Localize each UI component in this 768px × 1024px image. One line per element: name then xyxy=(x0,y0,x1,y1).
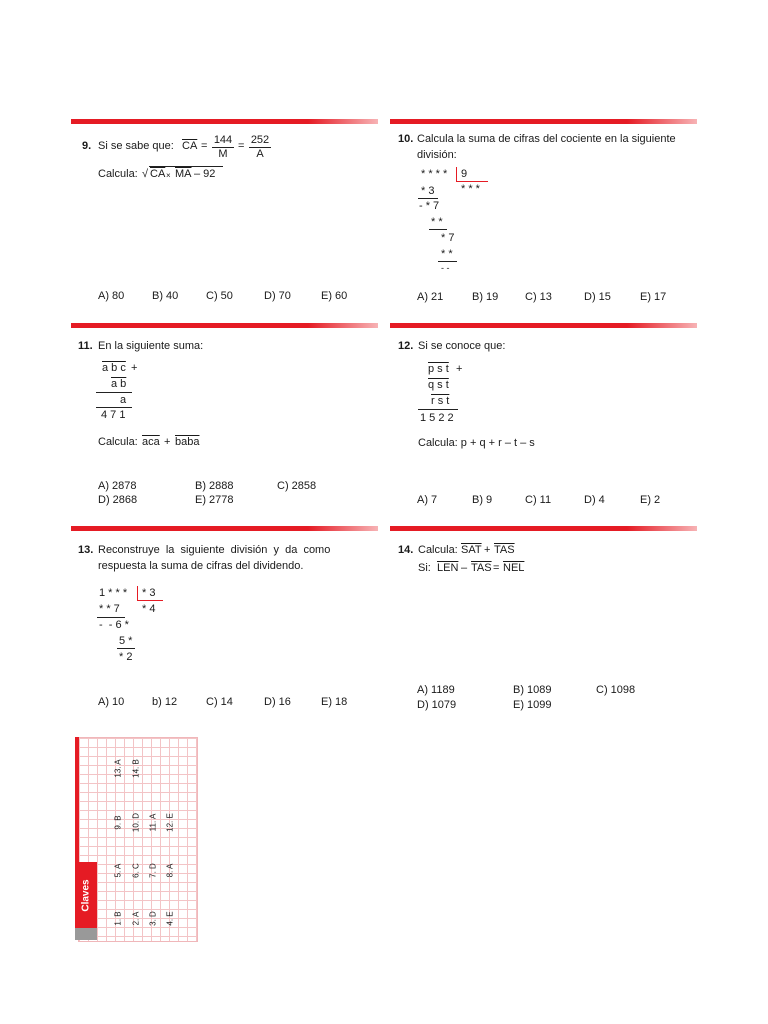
option-e: E) 2 xyxy=(640,494,661,506)
question-text: respuesta la suma de cifras del dividendo. xyxy=(98,560,304,572)
option-a: A) 80 xyxy=(98,290,125,302)
calc-label: Calcula: xyxy=(418,544,458,556)
option-c: C) 2858 xyxy=(277,480,317,492)
division-bracket xyxy=(456,181,488,182)
dividend: * * * * xyxy=(421,168,448,180)
fraction-denominator: A xyxy=(256,148,264,160)
division-bracket xyxy=(137,586,138,601)
division-bracket xyxy=(456,167,457,182)
option-d: D) 1079 xyxy=(417,699,457,711)
option-e: E) 60 xyxy=(321,290,348,302)
addend: a b xyxy=(111,378,127,390)
calc-expression: Calcula: p + q + r – t – s xyxy=(418,437,535,449)
division-line xyxy=(117,648,135,649)
divisor: 9 xyxy=(461,168,468,180)
addend: p s t xyxy=(428,363,449,375)
question-number: 10. xyxy=(398,133,414,145)
sum-result: 4 7 1 xyxy=(101,409,126,421)
addend: a xyxy=(120,394,127,406)
fraction-denominator: M xyxy=(218,148,228,160)
division-line xyxy=(97,617,125,618)
division-step: * * xyxy=(431,216,443,228)
option-e: E) 2778 xyxy=(195,494,234,506)
division-step: * 2 xyxy=(119,651,133,663)
addend: a b c xyxy=(102,362,126,374)
question-text: Reconstruye la siguiente división y da como xyxy=(98,544,331,556)
question-number: 9. xyxy=(82,140,92,152)
fraction-numerator: 252 xyxy=(250,134,270,146)
divider-bar xyxy=(390,119,697,124)
division-step: - - 6 * xyxy=(99,619,129,631)
overline-term: $\overline{SAT}$ xyxy=(461,544,482,556)
divider-bar xyxy=(71,526,378,531)
overline-term: $\overline{NEL}$ xyxy=(503,562,525,574)
overline-term: $\overline{LEN}$ xyxy=(437,562,459,574)
divider-bar xyxy=(390,526,697,531)
answer-key-item: 10. D xyxy=(131,812,141,833)
answer-key-corner xyxy=(75,928,97,940)
answer-key-item: 7. D xyxy=(148,863,158,878)
equals-sign: = xyxy=(238,140,245,152)
minus-sign: – xyxy=(461,562,468,574)
overline-term: CA xyxy=(150,168,166,180)
plus-sign: + xyxy=(131,362,138,374)
division-step: * * xyxy=(441,248,453,260)
answer-key-item: 1. B xyxy=(113,911,123,926)
option-b: B) 1089 xyxy=(513,684,552,696)
overline-term: $\overline{CA}$ xyxy=(182,140,198,152)
option-c: C) 1098 xyxy=(596,684,636,696)
overline-term: $\overline{aca}$ xyxy=(142,436,160,448)
option-e: E) 1099 xyxy=(513,699,552,711)
plus-sign: + xyxy=(456,363,463,375)
fraction-numerator: 144 xyxy=(213,134,233,146)
quotient: * 4 xyxy=(142,603,156,615)
answer-key-item: 3. D xyxy=(148,911,158,926)
overline-term: $\overline{TAS}$ xyxy=(494,544,515,556)
sum-result: 1 5 2 2 xyxy=(420,412,454,424)
answer-key-item: 6. C xyxy=(131,863,141,878)
overline-term: baba xyxy=(175,436,200,448)
overline-term: $\overline{TAS}$ xyxy=(471,562,492,574)
sqrt-symbol: √ xyxy=(142,168,149,180)
question-number: 14. xyxy=(398,544,414,556)
option-c: C) 50 xyxy=(206,290,233,302)
minus-term: – 92 xyxy=(194,168,216,180)
division-step: 5 * xyxy=(119,635,133,647)
sqrt-bar xyxy=(149,166,223,167)
question-text: Calcula la suma de cifras del cociente en la siguiente xyxy=(417,133,676,145)
calc-label: Calcula: xyxy=(98,168,138,180)
division-step: - * 7 xyxy=(419,200,440,212)
option-d: D) 4 xyxy=(584,494,605,506)
answer-key-item: 12. E xyxy=(165,813,175,832)
dividend: 1 * * * xyxy=(99,587,128,599)
option-d: D) 15 xyxy=(584,291,611,303)
answer-key-ribbon xyxy=(75,737,79,862)
question-number: 11. xyxy=(78,340,93,352)
calc-label: Calcula: xyxy=(98,436,138,448)
division-bracket xyxy=(137,600,163,601)
answer-key-item: 13. A xyxy=(113,759,123,778)
option-d: D) 70 xyxy=(264,290,291,302)
division-step: * 3 xyxy=(421,185,435,197)
option-b: B) 9 xyxy=(472,494,493,506)
answer-key-item: 5. A xyxy=(113,863,123,878)
plus-sign: + xyxy=(484,544,491,556)
sum-line xyxy=(96,392,132,393)
division-line xyxy=(418,198,438,199)
option-b: B) 40 xyxy=(152,290,179,302)
equals-sign: = xyxy=(201,140,208,152)
divisor: * 3 xyxy=(142,587,156,599)
answer-key-item: 9. B xyxy=(113,815,123,830)
option-e: E) 17 xyxy=(640,291,667,303)
option-a: A) 2878 xyxy=(98,480,137,492)
addend: r s t xyxy=(431,395,450,407)
option-c: C) 11 xyxy=(525,494,552,506)
divider-bar xyxy=(71,323,378,328)
divider-bar xyxy=(71,119,378,124)
sum-line xyxy=(96,407,132,408)
option-e: E) 18 xyxy=(321,696,348,708)
option-a: A) 10 xyxy=(98,696,125,708)
overline-term: $\overline{MA}$ xyxy=(175,168,192,180)
option-d: D) 16 xyxy=(264,696,291,708)
answer-key-item: 14. B xyxy=(131,759,141,778)
option-b: b) 12 xyxy=(152,696,178,708)
condition-label: Si: xyxy=(418,562,431,574)
answer-key-item: 2. A xyxy=(131,911,141,926)
option-a: A) 1189 xyxy=(417,684,455,696)
equals-sign: = xyxy=(493,562,500,574)
option-d: D) 2868 xyxy=(98,494,138,506)
answer-key-tab xyxy=(75,862,97,932)
question-text: división: xyxy=(417,149,457,161)
answer-key-item: 11. A xyxy=(148,813,158,832)
option-a: A) 7 xyxy=(417,494,438,506)
option-c: C) 13 xyxy=(525,291,552,303)
question-text: Si se sabe que: xyxy=(98,140,174,152)
divider-bar xyxy=(390,323,697,328)
division-step: * 7 xyxy=(441,232,455,244)
answer-key-item: 4. E xyxy=(165,911,175,926)
division-step: * * 7 xyxy=(99,603,120,615)
option-a: A) 21 xyxy=(417,291,444,303)
plus-sign: + xyxy=(164,436,171,448)
answer-key-title: Claves xyxy=(80,879,92,912)
division-remainder: - - xyxy=(441,263,450,273)
question-number: 13. xyxy=(78,544,94,556)
division-line xyxy=(429,229,447,230)
question-number: 12. xyxy=(398,340,414,352)
quotient: * * * xyxy=(461,183,480,195)
question-text: En la siguiente suma: xyxy=(98,340,204,352)
answer-key-item: 8. A xyxy=(165,863,175,878)
question-text: Si se conoce que: xyxy=(418,340,506,352)
option-b: B) 2888 xyxy=(195,480,234,492)
sum-line xyxy=(418,409,458,410)
option-b: B) 19 xyxy=(472,291,499,303)
addend: q s t xyxy=(428,379,449,391)
times-sign: × xyxy=(166,171,171,180)
option-c: C) 14 xyxy=(206,696,233,708)
